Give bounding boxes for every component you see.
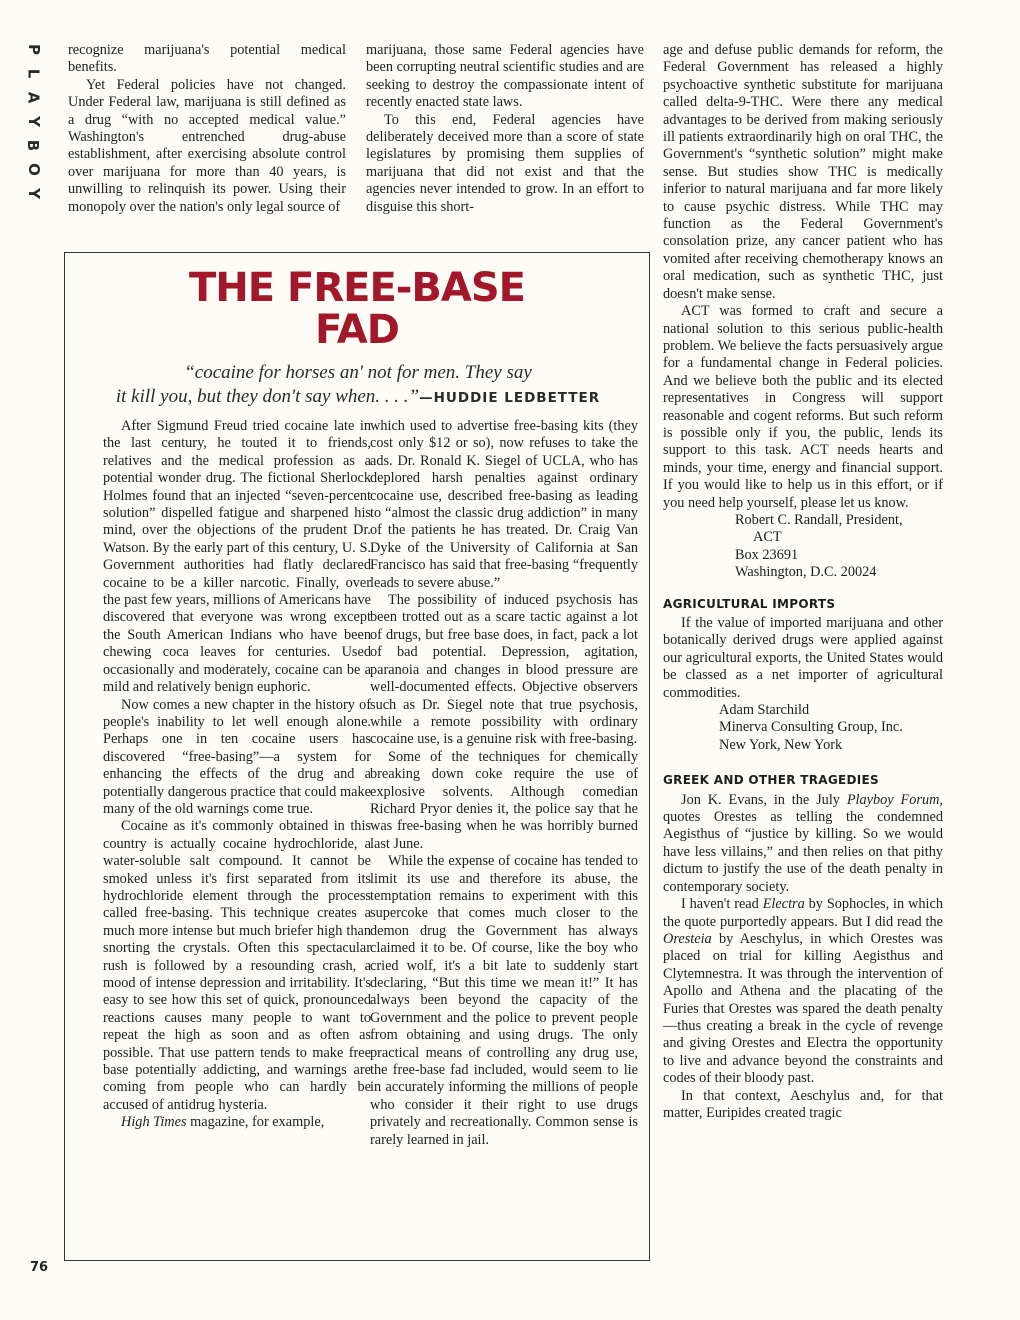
paragraph: To this end, Federal agencies have deliberately deceived more than a score of state legislatures by promising them supplies of marijuana that did not exist and that the agencies never intended to grow. In an effort to disguise this short-	[366, 111, 644, 215]
column-left-top	[68, 42, 346, 216]
sidebar-title-line: THE FREE-BASE	[189, 265, 525, 311]
paragraph-text: by Sophocles, in which the quote purportedly appears. But I did read the	[663, 896, 943, 930]
publication-name: High Times	[121, 1114, 187, 1131]
paragraph: Now comes a new chapter in the history of people's inability to let well enough alone. Perhaps one in ten cocaine users has discovered “free-basing”—a system for enhancing the effects of the drug and a potentially dangerous practice that could make many of the old warnings come true.	[103, 696, 371, 817]
paragraph: Yet Federal policies have not changed. Under Federal law, marijuana is still defined as a drug “with no accepted medical value.” Washington's entrenched drug-abuse establishment, after exercising absolute control over marijuana for more than 40 years, is unwilling to relinquish its power. Using their monopoly over the nation's only legal source of	[68, 76, 346, 215]
side-letter: L	[24, 68, 43, 79]
paragraph-text: Jon K. Evans, in the July	[681, 791, 847, 808]
paragraph	[663, 896, 943, 1087]
signature-line: Adam Starchild	[719, 702, 810, 719]
signature-line: Box 23691	[735, 546, 799, 563]
paragraph: Some of the techniques for chemically breaking down coke require the use of explosive solvents. Although comedian Richard Pryor denies it, the police say that he was free-basing when he was horribly burned last June.	[370, 748, 638, 852]
section-heading: GREEK AND OTHER TRAGEDIES	[663, 773, 879, 788]
sidebar-title-line: FAD	[315, 307, 399, 353]
paragraph: which used to advertise free-basing kits (they cost only $12 or so), now refuses to take the ads. Dr. Ronald K. Siegel of UCLA, who has deplored harsh penalties against ordinary cocaine use, described free-basing as leading to “almost the classic drug addiction” in many of the patients he has treated. Dr. Craig Van Dyke of the University of California at San Francisco has said that free-basing “frequently leads to severe abuse.”	[370, 418, 638, 591]
paragraph: Cocaine as it's commonly obtained in this country is actually cocaine hydrochloride, a water-soluble salt compound. It cannot be smoked unless it's first separated from its hydrochloride element through the process called free-basing. This technique creates a much more intense but much briefer high than snorting the crystals. Often this spectacular rush is followed by a resounding crash, a mood of intense depression and irritability. It's easy to see how this set of quick, pronounced reactions causes many people to want to repeat the high as soon and as often as possible. That use pattern tends to make free base potentially addicting, and warnings are coming from people who can hardly be accused of antidrug hysteria.	[103, 818, 371, 1113]
signature-line: Washington, D.C. 20024	[735, 564, 877, 581]
paragraph-text: magazine, for example,	[186, 1114, 325, 1131]
sidebar-column-left	[103, 418, 371, 1132]
paragraph: marijuana, those same Federal agencies have been corrupting neutral scientific studies and are seeking to destroy the compassionate intent of recently enacted state laws.	[366, 42, 644, 111]
sidebar-column-right	[370, 418, 638, 1149]
epigraph-attribution: —HUDDIE LEDBETTER	[419, 390, 601, 406]
paragraph	[663, 792, 943, 896]
paragraph: While the expense of cocaine has tended to limit its use and therefore its abuse, the temptation remains to experiment with this supercoke that comes much closer to the demon drug the Government has always claimed it to be. Of course, like the boy who cried wolf, it's a bit late to suddenly start declaring, “But this time we mean it!” It has always been beyond the capacity of the Government and the police to prevent people from obtaining and using drugs. The only practical means of controlling any drug use, the free-base fad included, would seem to lie in accurately informing the millions of people who consider it their right to use drugs privately and recreationally. Common sense is rarely learned in jail.	[370, 853, 638, 1148]
paragraph: The possibility of induced psychosis has been trotted out as a scare tactic against a lot of drugs, but free base does, in fact, pack a lot of bad potential. Depression, agitation, paranoia and changes in blood pressure are well-documented effects. Objective observers such as Dr. Siegel note that true psychosis, while a remote possibility with ordinary cocaine use, is a genuine risk with free-basing.	[370, 592, 638, 748]
paragraph-text: by Aeschylus, in which Orestes was placed on trial for killing Aegisthus and Clytemnestra. It was through the intervention of Apollo and Athena and the placating of the Furies that Orestes was spared the death penalty—thus creating a break in the cycle of revenge and giving Orestes and Electra the opportunity to live and advance beyond the constraints and codes of their bloody past.	[663, 930, 943, 1087]
sidebar-article-box	[64, 252, 650, 1261]
sidebar-epigraph	[85, 361, 631, 410]
work-title: Electra	[762, 896, 805, 913]
paragraph-text: I haven't read	[681, 896, 763, 913]
side-letter: Y	[24, 188, 43, 199]
epigraph-line: “cocaine for horses an' not for men. They say	[184, 362, 532, 383]
section-heading: AGRICULTURAL IMPORTS	[663, 596, 836, 611]
signature-line: ACT	[753, 529, 782, 546]
column-middle-top	[366, 42, 644, 216]
paragraph: After Sigmund Freud tried cocaine late in the last century, he touted it to friends, relatives and the medical profession as a potential wonder drug. The fictional Sherlock Holmes found that an injected “seven-percent solution” dispelled fatigue and sharpened his mind, over the objections of the prudent Dr. Watson. By the early part of this century, U. S. Government authorities had flatly declared cocaine to be a killer narcotic. Finally, over the past few years, millions of Americans have discovered that everyone was wrong except the South American Indians who have been chewing coca leaves for centuries. Used occasionally and moderately, cocaine can be a mild and relatively benign euphoric.	[103, 418, 371, 696]
epigraph-line: it kill you, but they don't say when. . . .”	[115, 386, 420, 407]
signature-line: Minerva Consulting Group, Inc.	[719, 719, 903, 736]
magazine-side-label	[22, 42, 44, 201]
column-right	[663, 42, 943, 1122]
paragraph	[103, 1114, 371, 1131]
side-letter: O	[24, 163, 43, 176]
paragraph: In that context, Aeschylus and, for that matter, Euripides created tragic	[663, 1087, 943, 1121]
publication-name: Playboy Forum,	[846, 791, 943, 808]
side-letter: B	[24, 139, 43, 152]
paragraph: age and defuse public demands for reform, the Federal Government has released a highly psychoactive synthetic substitute for marijuana called delta-9-THC. Were there any medical advantages to be derived from making seriously ill patients extraordinarily high on oral THC, the Government's “synthetic solution” might make sense. But studies show THC is medically inferior to natural marijuana and far more likely to cause psychic distress. While THC may function as the Federal Government's consolation prize, any cancer patient who has vomited after receiving chemotherapy knows an oral medication, such as synthetic THC, just doesn't make sense.	[663, 42, 943, 302]
side-letter: A	[24, 91, 43, 104]
signature-line: Robert C. Randall, President,	[735, 511, 903, 528]
page-number: 76	[30, 1260, 49, 1275]
paragraph: ACT was formed to craft and secure a national solution to this serious public-health problem. We believe the facts persuasively argue for a fundamental change in Federal policies. And we believe both the public and its elected representatives in Congress will support reasonable and cogent reforms. But such reform is possible only if you, the public, lends its support to this task. ACT needs hearts and minds, your time, energy and financial support. If you would like to help us in this effort, or if you need help yourself, please let us know.	[663, 303, 943, 511]
sidebar-title	[65, 267, 649, 351]
paragraph: If the value of imported marijuana and other botanically derived drugs were applied against our agricultural exports, the United States would be classed as a net importer of agricultural commodities.	[663, 615, 943, 701]
work-title: Oresteia	[663, 930, 712, 947]
signature-line: New York, New York	[719, 736, 843, 753]
side-letter: Y	[24, 116, 43, 127]
side-letter: P	[24, 44, 43, 55]
paragraph-text: quotes Orestes as telling the condemned Aegisthus of “justice by killing. So we would have less villains,” and then relies on that pithy dictum to justify the use of the death penalty in contemporary society.	[663, 809, 943, 895]
paragraph: recognize marijuana's potential medical benefits.	[68, 42, 346, 76]
